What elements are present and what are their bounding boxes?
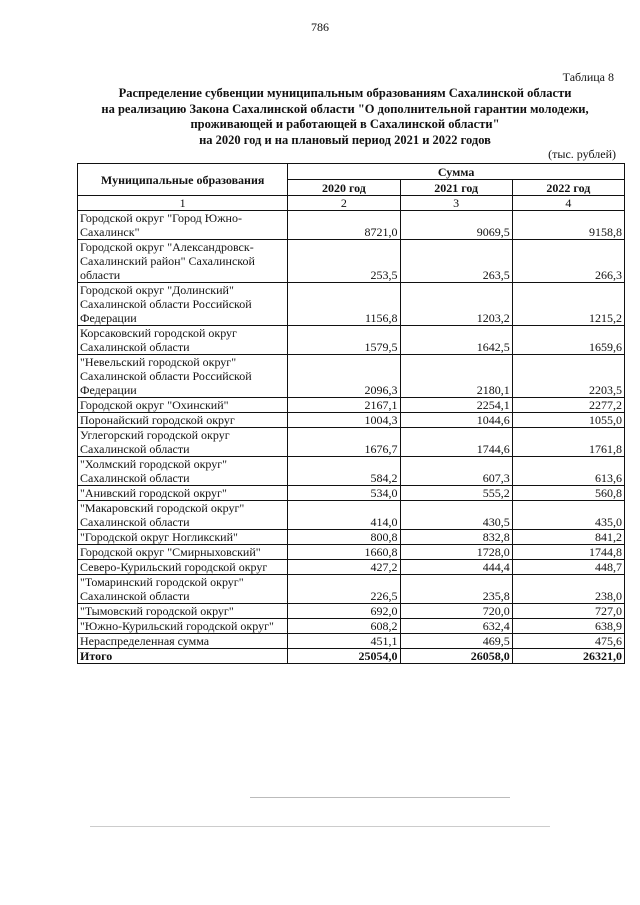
value-2021: 430,5 — [400, 501, 512, 530]
value-2020: 414,0 — [288, 501, 400, 530]
municipality-name: "Холмский городской округ" Сахалинской области — [78, 457, 288, 486]
header-sum: Сумма — [288, 164, 625, 180]
municipality-name: "Томаринский городской округ" Сахалинской области — [78, 575, 288, 604]
value-2021: 1728,0 — [400, 545, 512, 560]
table-row — [78, 634, 625, 649]
column-number: 4 — [512, 196, 624, 211]
document-title — [80, 86, 610, 148]
units-label: (тыс. рублей) — [548, 147, 616, 161]
table-row — [78, 619, 625, 634]
value-2021: 469,5 — [400, 634, 512, 649]
value-2022: 1744,8 — [512, 545, 624, 560]
value-2021: 1744,6 — [400, 428, 512, 457]
municipality-name: Городской округ "Долинский" Сахалинской области Российской Федерации — [78, 283, 288, 326]
value-2020: 1579,5 — [288, 326, 400, 355]
value-2022: 841,2 — [512, 530, 624, 545]
value-2022: 266,3 — [512, 240, 624, 283]
municipality-name: "Анивский городской округ" — [78, 486, 288, 501]
value-2022: 560,8 — [512, 486, 624, 501]
value-2022: 1215,2 — [512, 283, 624, 326]
table-row — [78, 428, 625, 457]
header-year-2020: 2020 год — [288, 180, 400, 196]
table-row — [78, 604, 625, 619]
municipality-name: "Невельский городской округ" Сахалинской области Российской Федерации — [78, 355, 288, 398]
table-label: Таблица 8 — [562, 70, 614, 84]
value-2020: 2096,3 — [288, 355, 400, 398]
municipality-name: "Макаровский городской округ" Сахалинской области — [78, 501, 288, 530]
page-number: 786 — [311, 20, 329, 34]
value-2022: 448,7 — [512, 560, 624, 575]
value-2021: 9069,5 — [400, 211, 512, 240]
value-2021: 720,0 — [400, 604, 512, 619]
value-2022: 1761,8 — [512, 428, 624, 457]
value-2020: 1676,7 — [288, 428, 400, 457]
title-line: Распределение субвенции муниципальным образованиям Сахалинской области — [118, 86, 572, 100]
value-2021: 1203,2 — [400, 283, 512, 326]
value-2022: 475,6 — [512, 634, 624, 649]
value-2021: 235,8 — [400, 575, 512, 604]
title-line: на реализацию Закона Сахалинской области "О дополнительной гарантии молодежи, — [101, 101, 589, 116]
municipality-name: Городской округ "Александровск-Сахалинский район" Сахалинской области — [78, 240, 288, 283]
table-row — [78, 560, 625, 575]
table-row — [78, 457, 625, 486]
total-row — [78, 649, 625, 664]
value-2022: 613,6 — [512, 457, 624, 486]
header-year-2021: 2021 год — [400, 180, 512, 196]
value-2022: 638,9 — [512, 619, 624, 634]
value-2020: 584,2 — [288, 457, 400, 486]
scan-artifact-line — [90, 826, 550, 827]
municipality-name: "Городской округ Ногликский" — [78, 530, 288, 545]
table-row — [78, 398, 625, 413]
scan-artifact-line — [250, 797, 510, 798]
total-2022: 26321,0 — [512, 649, 624, 664]
municipality-name: Северо-Курильский городской округ — [78, 560, 288, 575]
total-2020: 25054,0 — [288, 649, 400, 664]
value-2020: 8721,0 — [288, 211, 400, 240]
value-2020: 427,2 — [288, 560, 400, 575]
municipality-name: Корсаковский городской округ Сахалинской области — [78, 326, 288, 355]
value-2020: 692,0 — [288, 604, 400, 619]
value-2022: 9158,8 — [512, 211, 624, 240]
value-2020: 1004,3 — [288, 413, 400, 428]
subvention-table — [77, 163, 625, 664]
value-2020: 608,2 — [288, 619, 400, 634]
value-2021: 632,4 — [400, 619, 512, 634]
municipality-name: Нераспределенная сумма — [78, 634, 288, 649]
value-2021: 832,8 — [400, 530, 512, 545]
value-2021: 555,2 — [400, 486, 512, 501]
municipality-name: Городской округ "Город Южно-Сахалинск" — [78, 211, 288, 240]
header-municipalities: Муниципальные образования — [78, 164, 288, 196]
municipality-name: Городской округ "Смирныховский" — [78, 545, 288, 560]
value-2020: 451,1 — [288, 634, 400, 649]
value-2020: 800,8 — [288, 530, 400, 545]
municipality-name: Поронайский городской округ — [78, 413, 288, 428]
value-2022: 435,0 — [512, 501, 624, 530]
value-2020: 1156,8 — [288, 283, 400, 326]
value-2020: 1660,8 — [288, 545, 400, 560]
header-year-2022: 2022 год — [512, 180, 624, 196]
value-2021: 607,3 — [400, 457, 512, 486]
value-2020: 226,5 — [288, 575, 400, 604]
table-row — [78, 355, 625, 398]
table-row — [78, 240, 625, 283]
municipality-name: "Южно-Курильский городской округ" — [78, 619, 288, 634]
table-row — [78, 211, 625, 240]
value-2022: 2203,5 — [512, 355, 624, 398]
table-row — [78, 530, 625, 545]
title-line: на 2020 год и на плановый период 2021 и 2022 годов — [199, 132, 491, 147]
value-2021: 2254,1 — [400, 398, 512, 413]
value-2020: 253,5 — [288, 240, 400, 283]
municipality-name: "Тымовский городской округ" — [78, 604, 288, 619]
value-2022: 2277,2 — [512, 398, 624, 413]
value-2022: 238,0 — [512, 575, 624, 604]
total-label: Итого — [78, 649, 288, 664]
table-row — [78, 413, 625, 428]
value-2021: 2180,1 — [400, 355, 512, 398]
value-2020: 534,0 — [288, 486, 400, 501]
column-number: 1 — [78, 196, 288, 211]
municipality-name: Углегорский городской округ Сахалинской области — [78, 428, 288, 457]
value-2021: 444,4 — [400, 560, 512, 575]
value-2021: 1044,6 — [400, 413, 512, 428]
value-2022: 1659,6 — [512, 326, 624, 355]
table-row — [78, 501, 625, 530]
column-number: 3 — [400, 196, 512, 211]
table-row — [78, 575, 625, 604]
total-2021: 26058,0 — [400, 649, 512, 664]
value-2020: 2167,1 — [288, 398, 400, 413]
column-number: 2 — [288, 196, 400, 211]
value-2021: 263,5 — [400, 240, 512, 283]
title-line: проживающей и работающей в Сахалинской области" — [190, 117, 500, 131]
table-row — [78, 283, 625, 326]
municipality-name: Городской округ "Охинский" — [78, 398, 288, 413]
table-row — [78, 326, 625, 355]
value-2021: 1642,5 — [400, 326, 512, 355]
value-2022: 1055,0 — [512, 413, 624, 428]
value-2022: 727,0 — [512, 604, 624, 619]
table-row — [78, 486, 625, 501]
table-row — [78, 545, 625, 560]
